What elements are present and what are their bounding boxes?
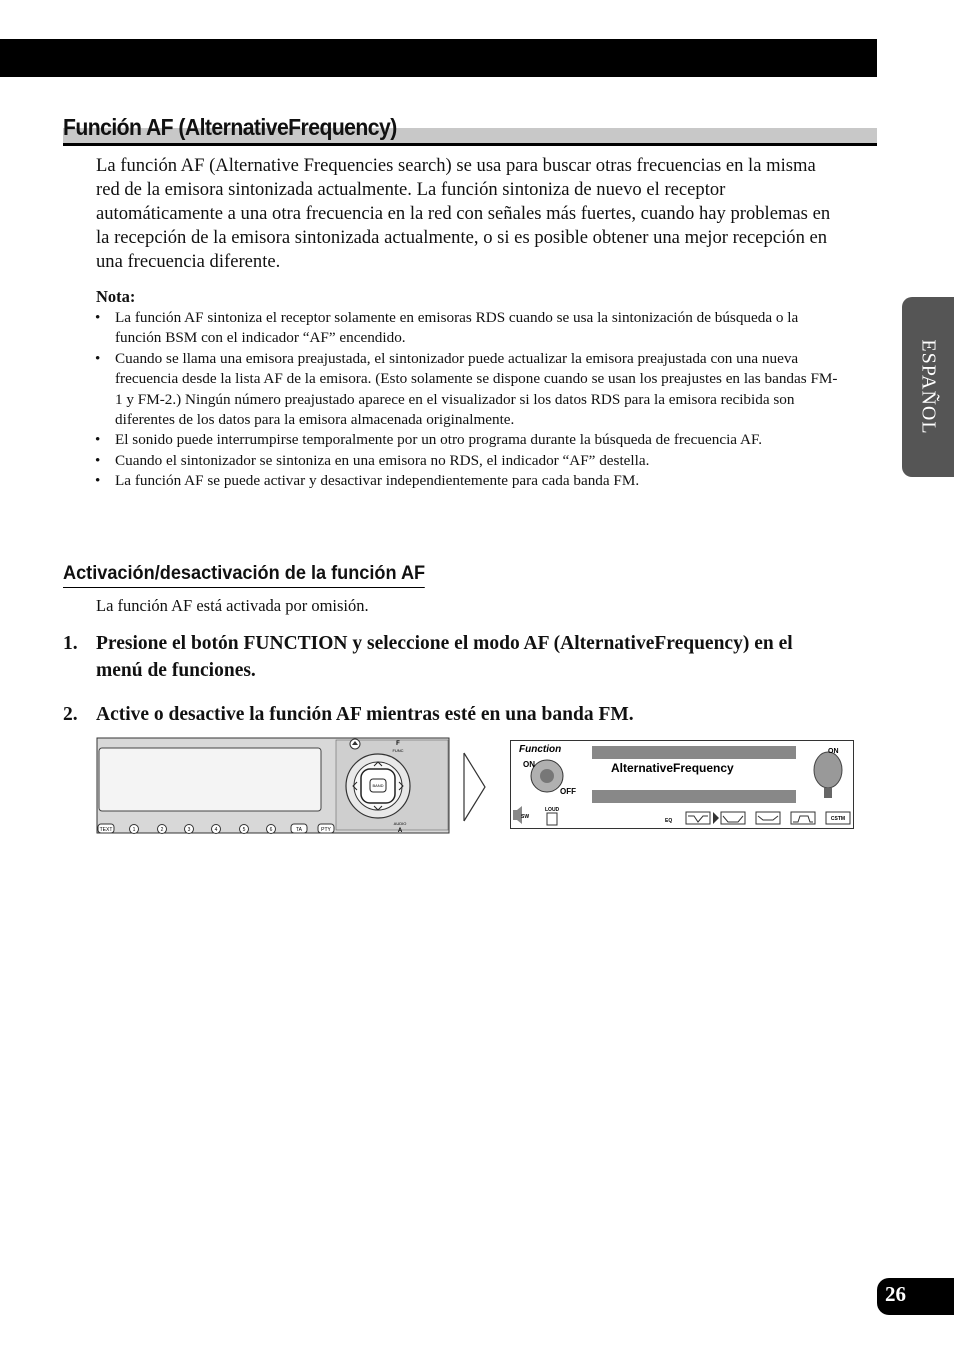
head-unit-illustration [96, 737, 452, 835]
header-bar [0, 39, 877, 77]
note-item: • La función AF se puede activar y desactivar independientemente para cada banda FM. [94, 471, 839, 491]
note-item: • Cuando se llama una emisora preajustada, el sintonizador puede actualizar la emisora preajustada con una nueva frecuencia desde la lista AF de la emisora. (Esto solamente se dispone cuando se usan los preajustes en las bandas FM-1 y FM-2.) Ningún número preajustado aparece en el visualizador si los datos RDS para la emisora recibida son diferentes de los datos para la emisora almacenada originalmente. [94, 349, 839, 431]
function-label: Function [519, 744, 562, 755]
section-heading [63, 112, 877, 146]
mode-text: AlternativeFrequency [611, 761, 734, 775]
note-item: • Cuando el sintonizador se sintoniza en una emisora no RDS, el indicador “AF” destella. [94, 451, 839, 471]
default-note: La función AF está activada por omisión. [96, 596, 369, 615]
cstm-label: CSTM [830, 816, 846, 822]
svg-text:1: 1 [132, 827, 136, 833]
off-label: OFF [560, 787, 576, 796]
svg-text:TEXT: TEXT [99, 827, 113, 833]
func-label: FUNC [392, 748, 404, 753]
on-right-label: ON [828, 748, 839, 755]
svg-text:4: 4 [214, 827, 218, 833]
intro-paragraph: La función AF (Alternative Frequencies search) se usa para buscar otras frecuencias en la misma red de la emisora sintonizada actualmente. La función sintoniza de nuevo el receptor automáticamente a una otra frecuencia en la red con señales más fuertes, cuando hay problemas en la recepción de la emisora sintonizada actualmente, o si es posible obtener una mejor recepción en una frecuencia diferente. [96, 155, 831, 272]
note-item: • La función AF sintoniza el receptor solamente en emisoras RDS cuando se usa la sintonización de búsqueda o la función BSM con el indicador “AF” encendido. [94, 308, 839, 349]
sw-label: SW [521, 814, 530, 820]
step-number: 2. [63, 704, 78, 725]
page-number: 26 [885, 1282, 906, 1306]
arrow-right-icon [462, 752, 488, 822]
on-label: ON [523, 760, 535, 769]
preset-buttons [98, 824, 334, 834]
note-item: • El sonido puede interrumpirse temporalmente por un otro programa durante la búsqueda de frecuencia AF. [94, 430, 839, 450]
loud-icon [547, 813, 557, 825]
eq-label: EQ [665, 818, 673, 824]
svg-text:TA: TA [295, 827, 303, 833]
band-label: BAND [372, 783, 384, 788]
language-tab-label: ESPAÑOL [917, 339, 940, 435]
page-number-box [877, 1278, 954, 1315]
nota-label: Nota: [96, 287, 136, 306]
svg-text:6: 6 [269, 827, 273, 833]
loud-label: LOUD [545, 807, 560, 813]
subheading: Activación/desactivación de la función AF [63, 560, 425, 588]
language-tab [902, 297, 954, 477]
a-label: A [397, 828, 403, 834]
audio-label: AUDIO [393, 821, 407, 826]
svg-text:PTY: PTY [321, 827, 331, 833]
svg-text:5: 5 [242, 827, 246, 833]
step-text: Active o desactive la función AF mientras esté en una banda FM. [96, 704, 634, 725]
page-title: Función AF (AlternativeFrequency) [63, 114, 397, 140]
bulb-icon [814, 752, 842, 788]
svg-text:2: 2 [160, 827, 164, 833]
step-text: Presione el botón FUNCTION y seleccione el modo AF (AlternativeFrequency) en el menú de funciones. [96, 633, 793, 681]
f-label: F [396, 741, 400, 747]
svg-text:3: 3 [187, 827, 191, 833]
notes-list [94, 308, 839, 492]
display-illustration [510, 740, 854, 830]
step-number: 1. [63, 633, 78, 654]
